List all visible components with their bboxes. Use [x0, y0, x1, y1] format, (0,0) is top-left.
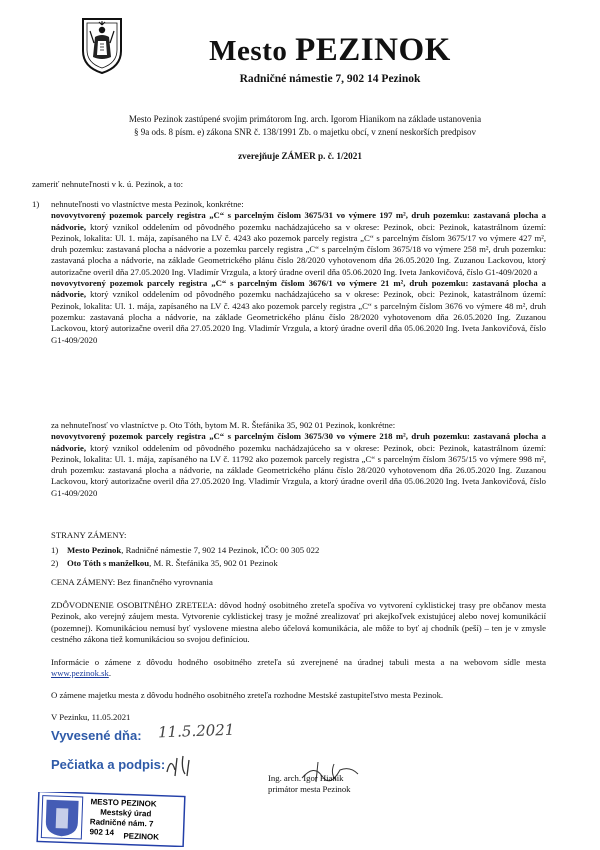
lot-3-details: ktorý vznikol oddelením od pôvodného pozemku nachádzajúceho sa v okrese: Pezinok, obci: Pezinok, katastrálnom území: Pezinok, lokalita: Ul. 1. mája, zapísaného na LV č. 11792 ako pozemok parcely registra „C“ s parcelným číslom 3675/15 vo výmere 998 m², druh pozemku: zastavaná plocha a nádvorie, na základe Geometrického plánu číslo 28/2020 vyhotovenom dňa 26.05.2020 Ing. Zuzanou Lackovou, ktorý autorizačne overil dňa 27.05.2020 Ing. Vladimír Vrzgula, a ktorý úradne overil dňa 05.06.2020 Ing. Iveta Jankovičová, číslo G1-409/2020: [51, 442, 547, 498]
justification-text: ZDÔVODNENIE OSOBITNÉHO ZRETEĽA: dôvod hodný osobitného zreteľa spočíva vo vytvorení cyklistickej trasy pre občanov mesta Pezinok, ako verejný záujem mesta. Vytvorenie cyklistickej trasy je možné zrealizovať pri akejkoľvek existujúcej alebo novej komunikácií (pozemnej). Komunikáciou nemusí byť vyslovene miestna alebo účelová komunikácia, ale môže to byť aj chodník (peší) – ten je v zmysle cestného zákona tiež komunikáciou so svojou definíciou.: [51, 600, 546, 644]
lot-2-heading: novovytvorený pozemok parcely registra „C“ s parcelným číslom 3676/1 vo výmere 21 m², druh pozemku: zastavaná plocha a nádvorie,: [51, 278, 546, 300]
section-1: [51, 199, 546, 346]
section-1-lot-1: [51, 210, 546, 278]
exchange-price: CENA ZÁMENY: Bez finančného vyrovnania: [51, 577, 213, 587]
posted-label: Vyvesené dňa:: [51, 728, 142, 743]
party-1: [51, 545, 319, 556]
lot-3-heading: novovytvorený pozemok parcely registra „C“ s parcelným číslom 3675/30 vo výmere 218 m², druh pozemku: zastavaná plocha a nádvorie,: [51, 431, 546, 453]
pezinok-coat-of-arms-icon: [81, 17, 123, 75]
title-town-name: PEZINOK: [295, 32, 451, 68]
stamp-signature-label: Pečiatka a podpis:: [51, 757, 166, 772]
publication-info-text: Informácie o zámene z dôvodu hodného osobitného zreteľa sú zverejnené na úradnej tabuli mesta a na webovom sídle mesta: [51, 657, 546, 667]
party-2-number: 2): [51, 558, 59, 568]
lot-1-heading: novovytvorený pozemok parcely registra „C“ s parcelným číslom 3675/31 vo výmere 197 m², druh pozemku: zastavaná plocha a nádvorie,: [51, 210, 546, 232]
section-2-intro: za nehnuteľnosť vo vlastníctve p. Oto Tóth, bytom M. R. Štefánika 35, 902 01 Pezinok, konkrétne:: [51, 420, 396, 430]
title-prefix: Mesto: [209, 35, 288, 67]
official-stamp: [36, 792, 186, 847]
mayor-role: primátor mesta Pezinok: [268, 783, 351, 794]
section-1-intro: nehnuteľnosti vo vlastníctve mesta Pezinok, konkrétne:: [51, 199, 244, 209]
intro-line-1: Mesto Pezinok zastúpené svojim primátorom Ing. arch. Igorom Hianikom na základe ustanovenia: [128, 114, 482, 124]
page-title: [150, 32, 510, 69]
intro-text: [60, 113, 550, 139]
party-2-name: Oto Tóth s manželkou: [66, 558, 150, 568]
party-2-details: , M. R. Štefánika 35, 902 01 Pezinok: [149, 558, 278, 568]
lead-text: zameriť nehnuteľnosti v k. ú. Pezinok, a to:: [32, 179, 184, 189]
party-1-name: Mesto Pezinok: [66, 545, 122, 555]
declaration-heading: zverejňuje ZÁMER p. č. 1/2021: [238, 151, 362, 161]
posted-date-handwritten: 11.5.2021: [157, 720, 235, 742]
stamp-line-1: MESTO PEZINOK: [90, 797, 157, 809]
stamp-line-5: PEZINOK: [123, 831, 160, 842]
stamp-line-4: 902 14: [89, 827, 115, 838]
party-1-details: , Radničné námestie 7, 902 14 Pezinok, IČO: 00 305 022: [121, 545, 320, 555]
parties-heading: STRANY ZÁMENY:: [51, 530, 127, 540]
section-1-lot-2: [51, 278, 546, 346]
party-1-number: 1): [51, 545, 59, 555]
mayor-signature-block: [268, 773, 351, 794]
header-address: Radničné námestie 7, 902 14 Pezinok: [239, 73, 421, 85]
website-link[interactable]: www.pezinok.sk: [51, 668, 109, 679]
lot-2-details: ktorý vznikol oddelením od pôvodného pozemku nachádzajúceho sa v okrese: Pezinok, obci: Pezinok, katastrálnom území: Pezinok, lokalita: Ul. 1. mája, zapísaného na LV č. 4243 ako pozemok parcely registra „C“ s parcelným číslom 3676 vo výmere 48 m², druh pozemku: zastavaná plocha a nádvorie, na základe Geometrického plánu číslo 28/2020 vyhotovenom dňa 26.05.2020 Ing. Zuzanou Lackovou, ktorý autorizačne overil dňa 27.05.2020 Ing. Vladimír Vrzgula, a ktorý úradne overil dňa 05.06.2020 Ing. Iveta Jankovičová, číslo G1-409/2020: [51, 289, 547, 345]
stamp-line-3: Radničné nám. 7: [89, 817, 154, 829]
section-2-lot: [51, 431, 546, 499]
publication-info: [51, 657, 546, 680]
mayor-name: Ing. arch. Igor Hianik: [268, 773, 344, 783]
intro-line-2: § 9a ods. 8 písm. e) zákona SNR č. 138/1991 Zb. o majetku obcí, v znení neskorších predpisov: [134, 127, 476, 137]
party-2: [51, 558, 278, 569]
clerk-signature-icon: [163, 750, 203, 780]
section-2: [51, 420, 546, 499]
section-1-number: 1): [32, 199, 40, 209]
approval-note: O zámene majetku mesta z dôvodu hodného osobitného zreteľa rozhodne Mestské zastupiteľstvo mesta Pezinok.: [51, 690, 444, 700]
place-and-date: V Pezinku, 11.05.2021: [51, 712, 131, 722]
lot-1-details: ktorý vznikol oddelením od pôvodného pozemku nachádzajúceho sa v okrese: Pezinok, obci: Pezinok, katastrálnom území: Pezinok, lokalita: Ul. 1. mája, zapísaného na LV č. 4243 ako pozemok parcely registra „C“ s parcelným číslom 3675/17 vo výmere 427 m², druh pozemku: zastavaná plocha a nádvorie a pozemku parcely registra „C“ s parcelným číslom 3675/18 vo výmere 258 m², druh pozemku: zastavaná plocha a nádvorie, na základe Geometrického plánu číslo 28/2020 vyhotovenom dňa 26.05.2020 Ing. Zuzanou Lackovou, ktorý autorizačne overil dňa 27.05.2020 Ing. Vladimír Vrzgula, a ktorý úradne overil dňa 05.06.2020 Ing. Iveta Jankovičová, číslo G1-409/2020 a: [51, 221, 547, 277]
stamp-line-2: Mestský úrad: [100, 807, 152, 819]
publication-info-end: .: [108, 668, 111, 679]
